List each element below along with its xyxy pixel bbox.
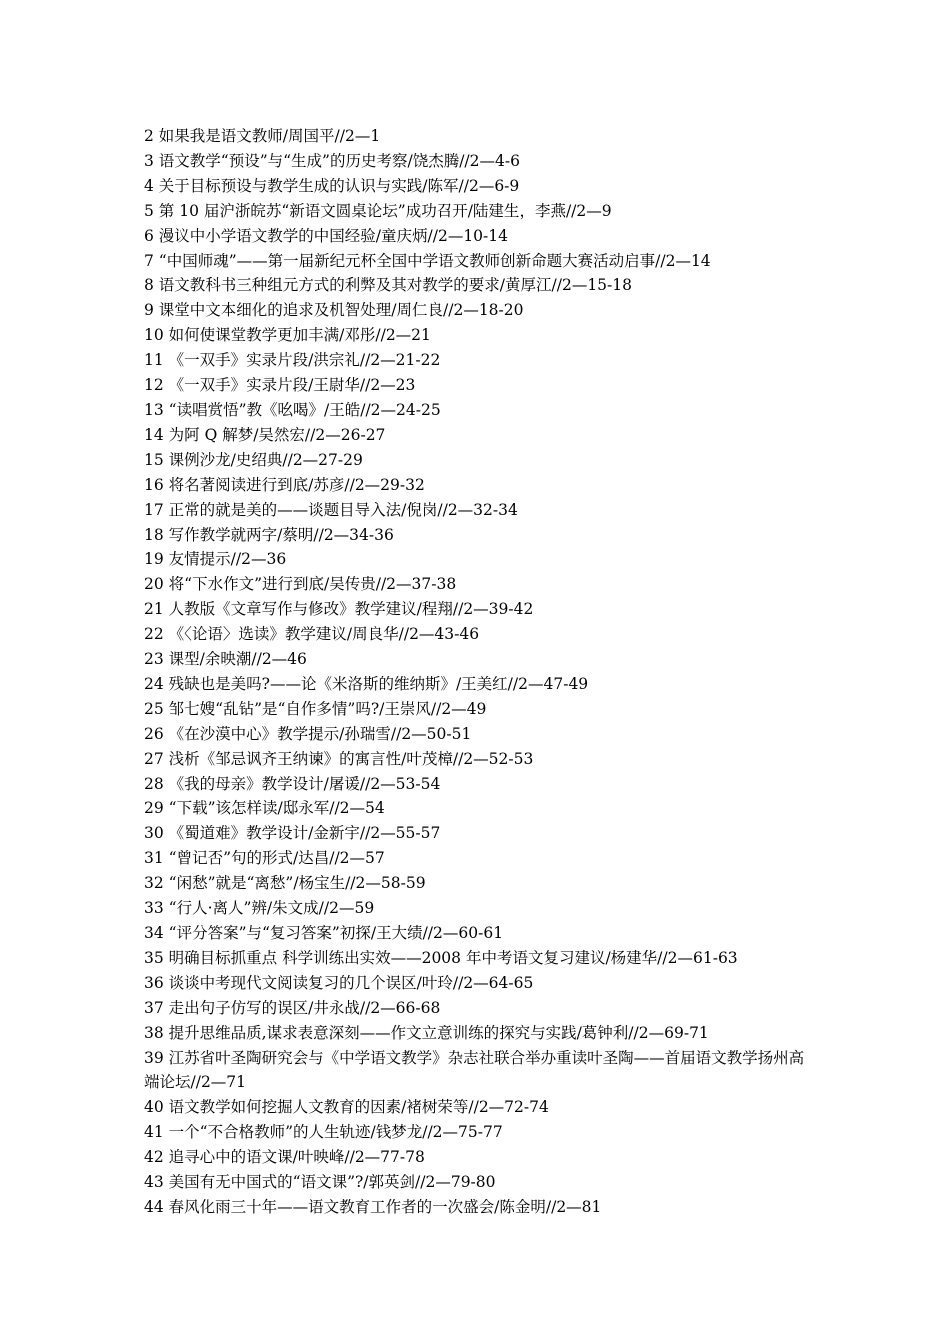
list-item: 24 残缺也是美吗?——论《米洛斯的维纳斯》/王美红//2—47-49 <box>144 674 589 693</box>
table-of-contents-list <box>144 124 816 1220</box>
list-item: 38 提升思维品质,谋求表意深刻——作文立意训练的探究与实践/葛钟利//2—69-71 <box>144 1023 709 1042</box>
list-item: 43 美国有无中国式的“语文课”?/郭英剑//2—79-80 <box>144 1173 496 1192</box>
list-item: 41 一个“不合格教师”的人生轨迹/钱梦龙//2—75-77 <box>144 1123 503 1142</box>
list-item: 28 《我的母亲》教学设计/屠谖//2—53-54 <box>144 774 441 793</box>
list-item: 36 谈谈中考现代文阅读复习的几个误区/叶玲//2—64-65 <box>144 973 534 992</box>
list-item: 12 《一双手》实录片段/王尉华//2—23 <box>144 376 416 395</box>
list-item: 33 “行人·离人”辨/朱文成//2—59 <box>144 899 375 918</box>
list-item: 39 江苏省叶圣陶研究会与《中学语文教学》杂志社联合举办重读叶圣陶——首届语文教学扬州高端论坛//2—71 <box>144 1048 805 1092</box>
list-item: 20 将“下水作文”进行到底/吴传贵//2—37-38 <box>144 575 457 594</box>
list-item: 2 如果我是语文教师/周国平//2—1 <box>144 127 381 145</box>
list-item: 23 课型/余映潮//2—46 <box>144 650 307 669</box>
list-item: 15 课例沙龙/史绍典//2—27-29 <box>144 450 363 469</box>
list-item: 19 友情提示//2—36 <box>144 550 287 569</box>
list-item: 34 “评分答案”与“复习答案”初探/王大绩//2—60-61 <box>144 924 504 942</box>
list-item: 30 《蜀道难》教学设计/金新宇//2—55-57 <box>144 824 441 843</box>
list-item: 16 将名著阅读进行到底/苏彦//2—29-32 <box>144 475 425 494</box>
list-item: 6 漫议中小学语文教学的中国经验/童庆炳//2—10-14 <box>144 226 509 245</box>
list-item: 10 如何使课堂教学更加丰满/邓彤//2—21 <box>144 326 431 345</box>
list-item: 14 为阿 Q 解梦/吴然宏//2—26-27 <box>144 425 386 444</box>
list-item: 5 第 10 届沪浙皖苏“新语文圆桌论坛”成功召开/陆建生，李燕//2—9 <box>144 201 612 220</box>
list-item: 21 人教版《文章写作与修改》教学建议/程翔//2—39-42 <box>144 600 534 619</box>
list-item: 13 “读唱赏悟”教《吆喝》/王皓//2—24-25 <box>144 400 441 419</box>
list-item: 25 邹七嫂“乱钻”是“自作多情”吗?/王崇风//2—49 <box>144 699 487 718</box>
list-item: 42 追寻心中的语文课/叶映峰//2—77-78 <box>144 1148 425 1167</box>
list-item: 44 春风化雨三十年——语文教育工作者的一次盛会/陈金明//2—81 <box>144 1197 602 1216</box>
list-item: 29 “下载”该怎样读/邸永军//2—54 <box>144 799 385 818</box>
list-item: 9 课堂中文本细化的追求及机智处理/周仁良//2—18-20 <box>144 301 524 320</box>
list-item: 31 “曾记否”句的形式/达昌//2—57 <box>144 849 385 868</box>
list-item: 22 《〈论语〉选读》教学建议/周良华//2—43-46 <box>144 625 480 644</box>
list-item: 11 《一双手》实录片段/洪宗礼//2—21-22 <box>144 351 441 370</box>
list-item: 37 走出句子仿写的误区/井永战//2—66-68 <box>144 998 441 1017</box>
list-item: 26 《在沙漠中心》教学提示/孙瑞雪//2—50-51 <box>144 724 472 743</box>
list-item: 32 “闲愁”就是“离愁”/杨宝生//2—58-59 <box>144 874 426 893</box>
list-item: 18 写作教学就两字/蔡明//2—34-36 <box>144 525 394 544</box>
list-item: 8 语文教科书三种组元方式的利弊及其对教学的要求/黄厚江//2—15-18 <box>144 276 633 295</box>
list-item: 27 浅析《邹忌讽齐王纳谏》的寓言性/叶茂樟//2—52-53 <box>144 749 534 768</box>
list-item: 40 语文教学如何挖掘人文教育的因素/褚树荣等//2—72-74 <box>144 1098 549 1117</box>
list-item: 35 明确目标抓重点 科学训练出实效——2008 年中考语文复习建议/杨建华//2—61-63 <box>144 948 738 967</box>
list-item: 4 关于目标预设与教学生成的认识与实践/陈军//2—6-9 <box>144 176 520 195</box>
list-item: 7 “中国师魂”——第一届新纪元杯全国中学语文教师创新命题大赛活动启事//2—14 <box>144 251 711 270</box>
list-item: 3 语文教学“预设”与“生成”的历史考察/饶杰腾//2—4-6 <box>144 151 520 170</box>
list-item: 17 正常的就是美的——谈题目导入法/倪岗//2—32-34 <box>144 500 518 519</box>
